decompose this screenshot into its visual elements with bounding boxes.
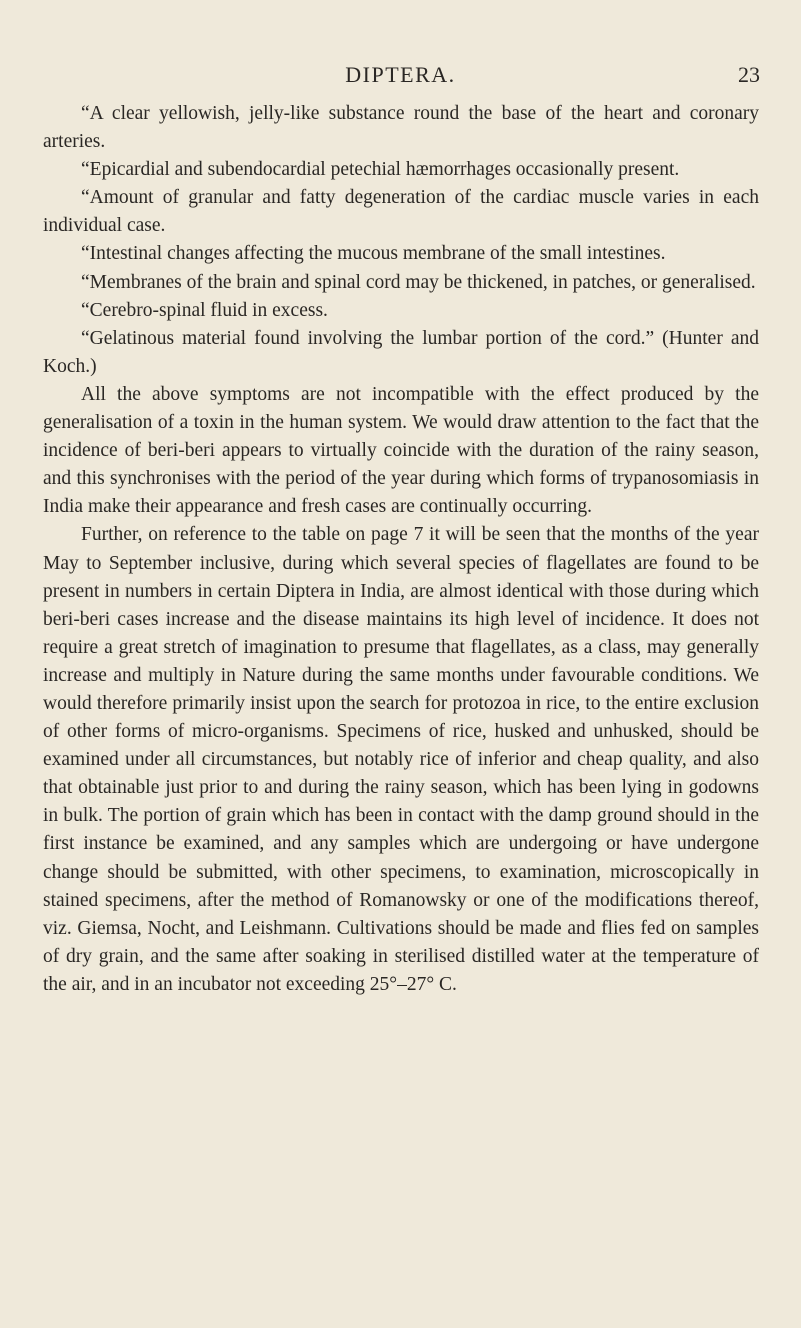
page-number: 23: [738, 62, 760, 87]
paragraph-toxin-discussion: All the above symptoms are not incompatible with the effect produced by the generalisation of a toxin in the human system. We would draw attention to the fact that the incidence of beri-beri appears to virtually coincide with the duration of the rainy season, and this synchronises with the period of the year during which forms of trypanosomiasis in India make their appearance and fresh cases are continually occurring.: [43, 383, 759, 518]
body-text: [43, 100, 759, 999]
paragraph-quote-heart: “A clear yellowish, jelly-like substance round the base of the heart and coronary arteries.: [43, 103, 759, 153]
running-head: DIPTERA.: [345, 62, 456, 87]
paragraph-quote-cerebro-spinal: “Cerebro-spinal fluid in excess.: [81, 299, 328, 321]
paragraph-flagellates-rice: Further, on reference to the table on page 7 it will be seen that the months of the year May to September inclusive, during which several species of flagellates are found to be present in numbers in certain Diptera in India, are almost identical with those during which beri-beri cases increase and the disease maintains its high level of incidence. It does not require a great stretch of imagination to presume that flagellates, as a class, may generally increase and multiply in Nature during the same months under favourable conditions. We would therefore primarily insist upon the search for protozoa in rice, to the entire exclusion of other forms of micro-organisms. Specimens of rice, husked and unhusked, should be examined under all circumstances, but notably rice of inferior and cheap quality, and also that obtainable just prior to and during the rainy season, which has been lying in godowns in bulk. The portion of grain which has been in contact with the damp ground should in the first instance be examined, and any samples which are undergoing or have undergone change should be submitted, with other specimens, to examination, microscopically in stained specimens, after the method of Romanowsky or one of the modifications thereof, viz. Giemsa, Nocht, and Leishmann. Cultivations should be made and flies fed on samples of dry grain, and the same after soaking in sterilised distilled water at the temperature of the air, and in an incubator not exceeding 25°–27° C.: [43, 524, 759, 995]
paragraph-quote-degeneration: “Amount of granular and fatty degeneration of the cardiac muscle varies in each individual case.: [43, 187, 759, 237]
page-header: [0, 62, 801, 92]
paragraph-quote-intestinal: “Intestinal changes affecting the mucous membrane of the small intestines.: [81, 243, 666, 265]
paragraph-quote-membranes: “Membranes of the brain and spinal cord may be thickened, in patches, or generalised.: [81, 271, 756, 293]
paragraph-quote-epicardial: “Epicardial and subendocardial petechial hæmorrhages occasionally present.: [81, 159, 680, 181]
paragraph-quote-gelatinous: “Gelatinous material found involving the lumbar portion of the cord.” (Hunter and Koch.): [43, 327, 759, 377]
